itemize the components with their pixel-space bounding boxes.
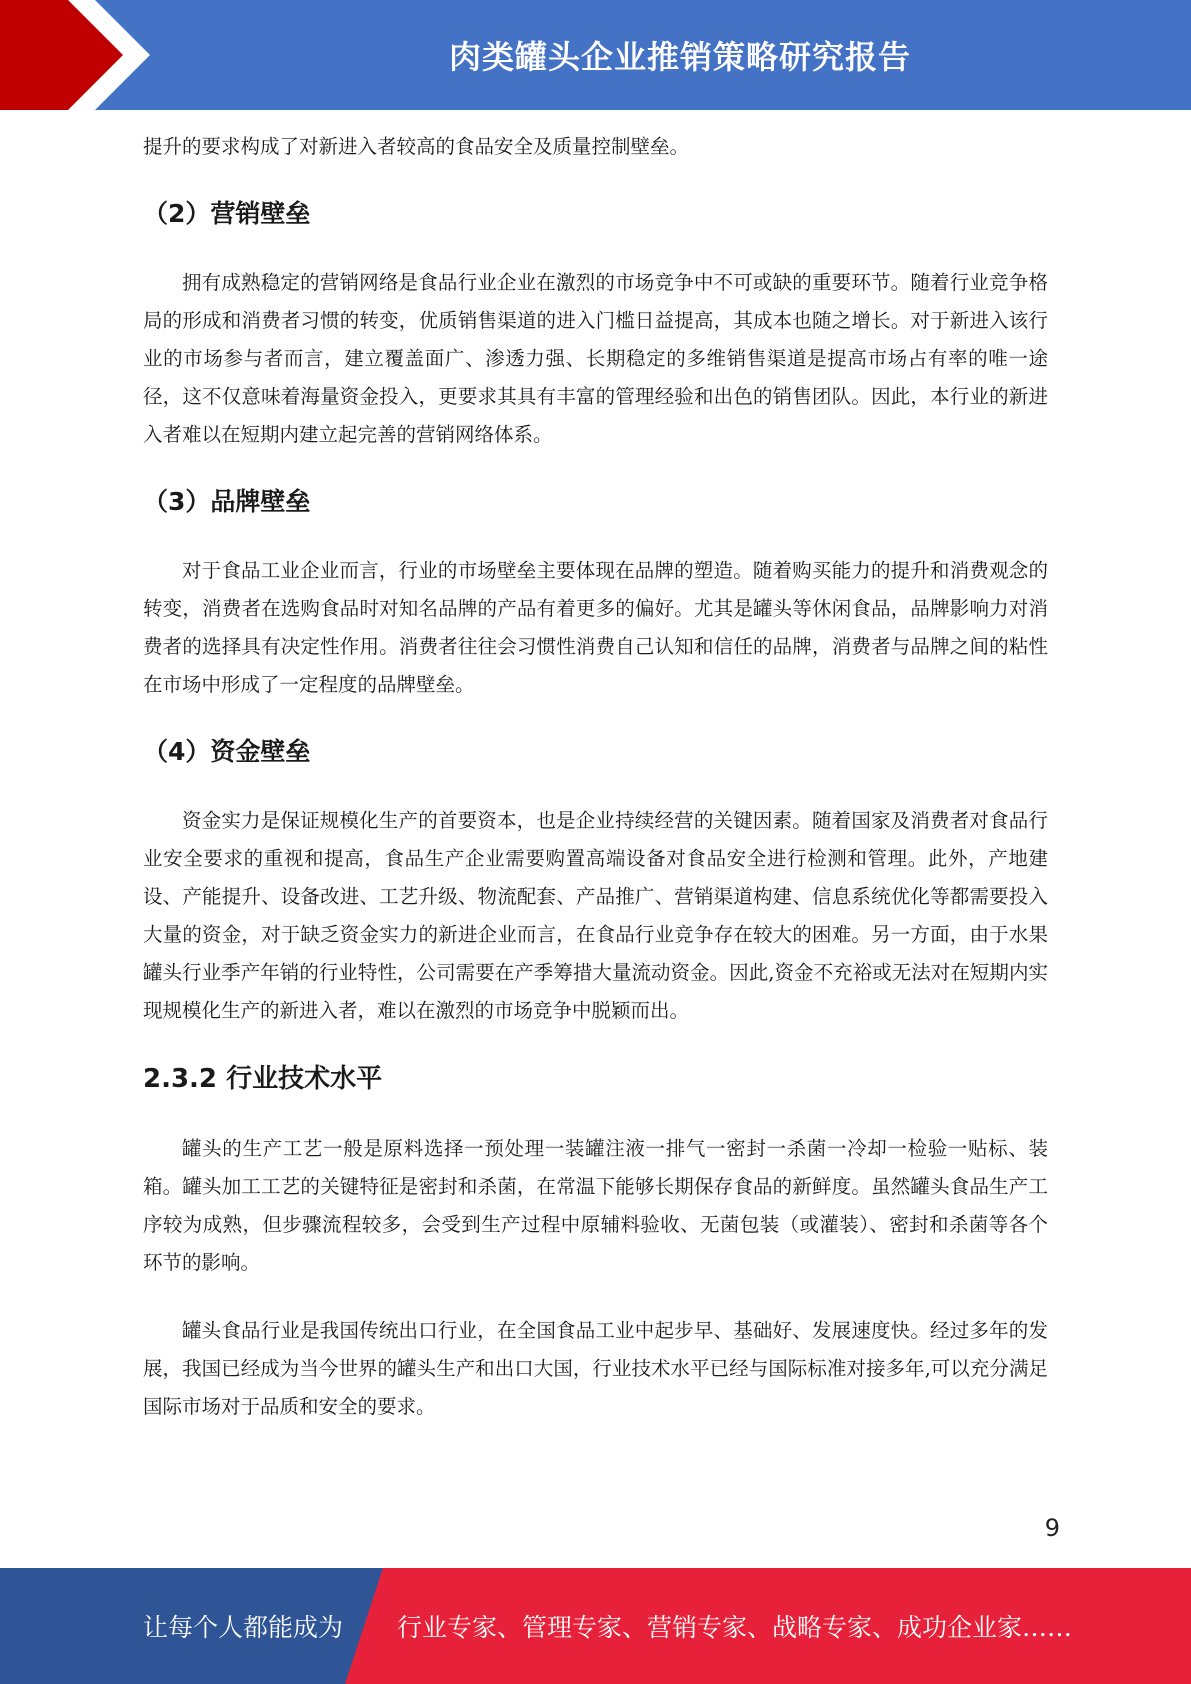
page-header bbox=[0, 0, 1191, 110]
paragraph-brand-barrier: 对于食品工业企业而言，行业的市场壁垒主要体现在品牌的塑造。随着购买能力的提升和消费观念的转变，消费者在选购食品时对知名品牌的产品有着更多的偏好。尤其是罐头等休闲食品，品牌影响力对消费者的选择具有决定性作用。消费者往往会习惯性消费自己认知和信任的品牌，消费者与品牌之间的粘性在市场中形成了一定程度的品牌壁垒。 bbox=[143, 559, 1048, 696]
page-footer bbox=[0, 1568, 1191, 1684]
paragraph-export-industry: 罐头食品行业是我国传统出口行业，在全国食品工业中起步早、基础好、发展速度快。经过多年的发展，我国已经成为当今世界的罐头生产和出口大国，行业技术水平已经与国际标准对接多年,可以充分满足国际市场对于品质和安全的要求。 bbox=[143, 1319, 1048, 1418]
heading-marketing-barrier: （2）营销壁垒 bbox=[143, 199, 311, 228]
paragraph-marketing-barrier: 拥有成熟稳定的营销网络是食品行业企业在激烈的市场竞争中不可或缺的重要环节。随着行业竞争格局的形成和消费者习惯的转变，优质销售渠道的进入门槛日益提高，其成本也随之增长。对于新进入该行业的市场参与者而言，建立覆盖面广、渗透力强、长期稳定的多维销售渠道是提高市场占有率的唯一途径，这不仅意味着海量资金投入，更要求其具有丰富的管理经验和出色的销售团队。因此，本行业的新进入者难以在短期内建立起完善的营销网络体系。 bbox=[143, 271, 1048, 446]
footer-slogan-right: 行业专家、管理专家、营销专家、战略专家、成功企业家…… bbox=[397, 1613, 1073, 1642]
heading-brand-barrier: （3）品牌壁垒 bbox=[143, 487, 311, 516]
paragraph-intro: 提升的要求构成了对新进入者较高的食品安全及质量控制壁垒。 bbox=[143, 135, 690, 158]
heading-industry-technology: 2.3.2 行业技术水平 bbox=[143, 1064, 383, 1094]
footer-slogan-left: 让每个人都能成为 bbox=[143, 1613, 344, 1642]
paragraph-capital-barrier: 资金实力是保证规模化生产的首要资本，也是企业持续经营的关键因素。随着国家及消费者对食品行业安全要求的重视和提高，食品生产企业需要购置高端设备对食品安全进行检测和管理。此外，产地建设、产能提升、设备改进、工艺升级、物流配套、产品推广、营销渠道构建、信息系统优化等都需要投入大量的资金，对于缺乏资金实力的新进企业而言，在食品行业竞争存在较大的困难。另一方面，由于水果罐头行业季产年销的行业特性，公司需要在产季筹措大量流动资金。因此,资金不充裕或无法对在短期内实现规模化生产的新进入者，难以在激烈的市场竞争中脱颖而出。 bbox=[143, 809, 1048, 1022]
header-title: 肉类罐头企业推销策略研究报告 bbox=[448, 38, 911, 76]
heading-capital-barrier: （4）资金壁垒 bbox=[143, 737, 311, 766]
page-number: 9 bbox=[1044, 1514, 1060, 1542]
document-body bbox=[143, 128, 1048, 1426]
paragraph-production-process: 罐头的生产工艺一般是原料选择一预处理一装罐注液一排气一密封一杀菌一冷却一检验一贴标、装箱。罐头加工工艺的关键特征是密封和杀菌，在常温下能够长期保存食品的新鲜度。虽然罐头食品生产工序较为成熟，但步骤流程较多，会受到生产过程中原辅料验收、无菌包装（或灌装）、密封和杀菌等各个环节的影响。 bbox=[143, 1137, 1048, 1274]
